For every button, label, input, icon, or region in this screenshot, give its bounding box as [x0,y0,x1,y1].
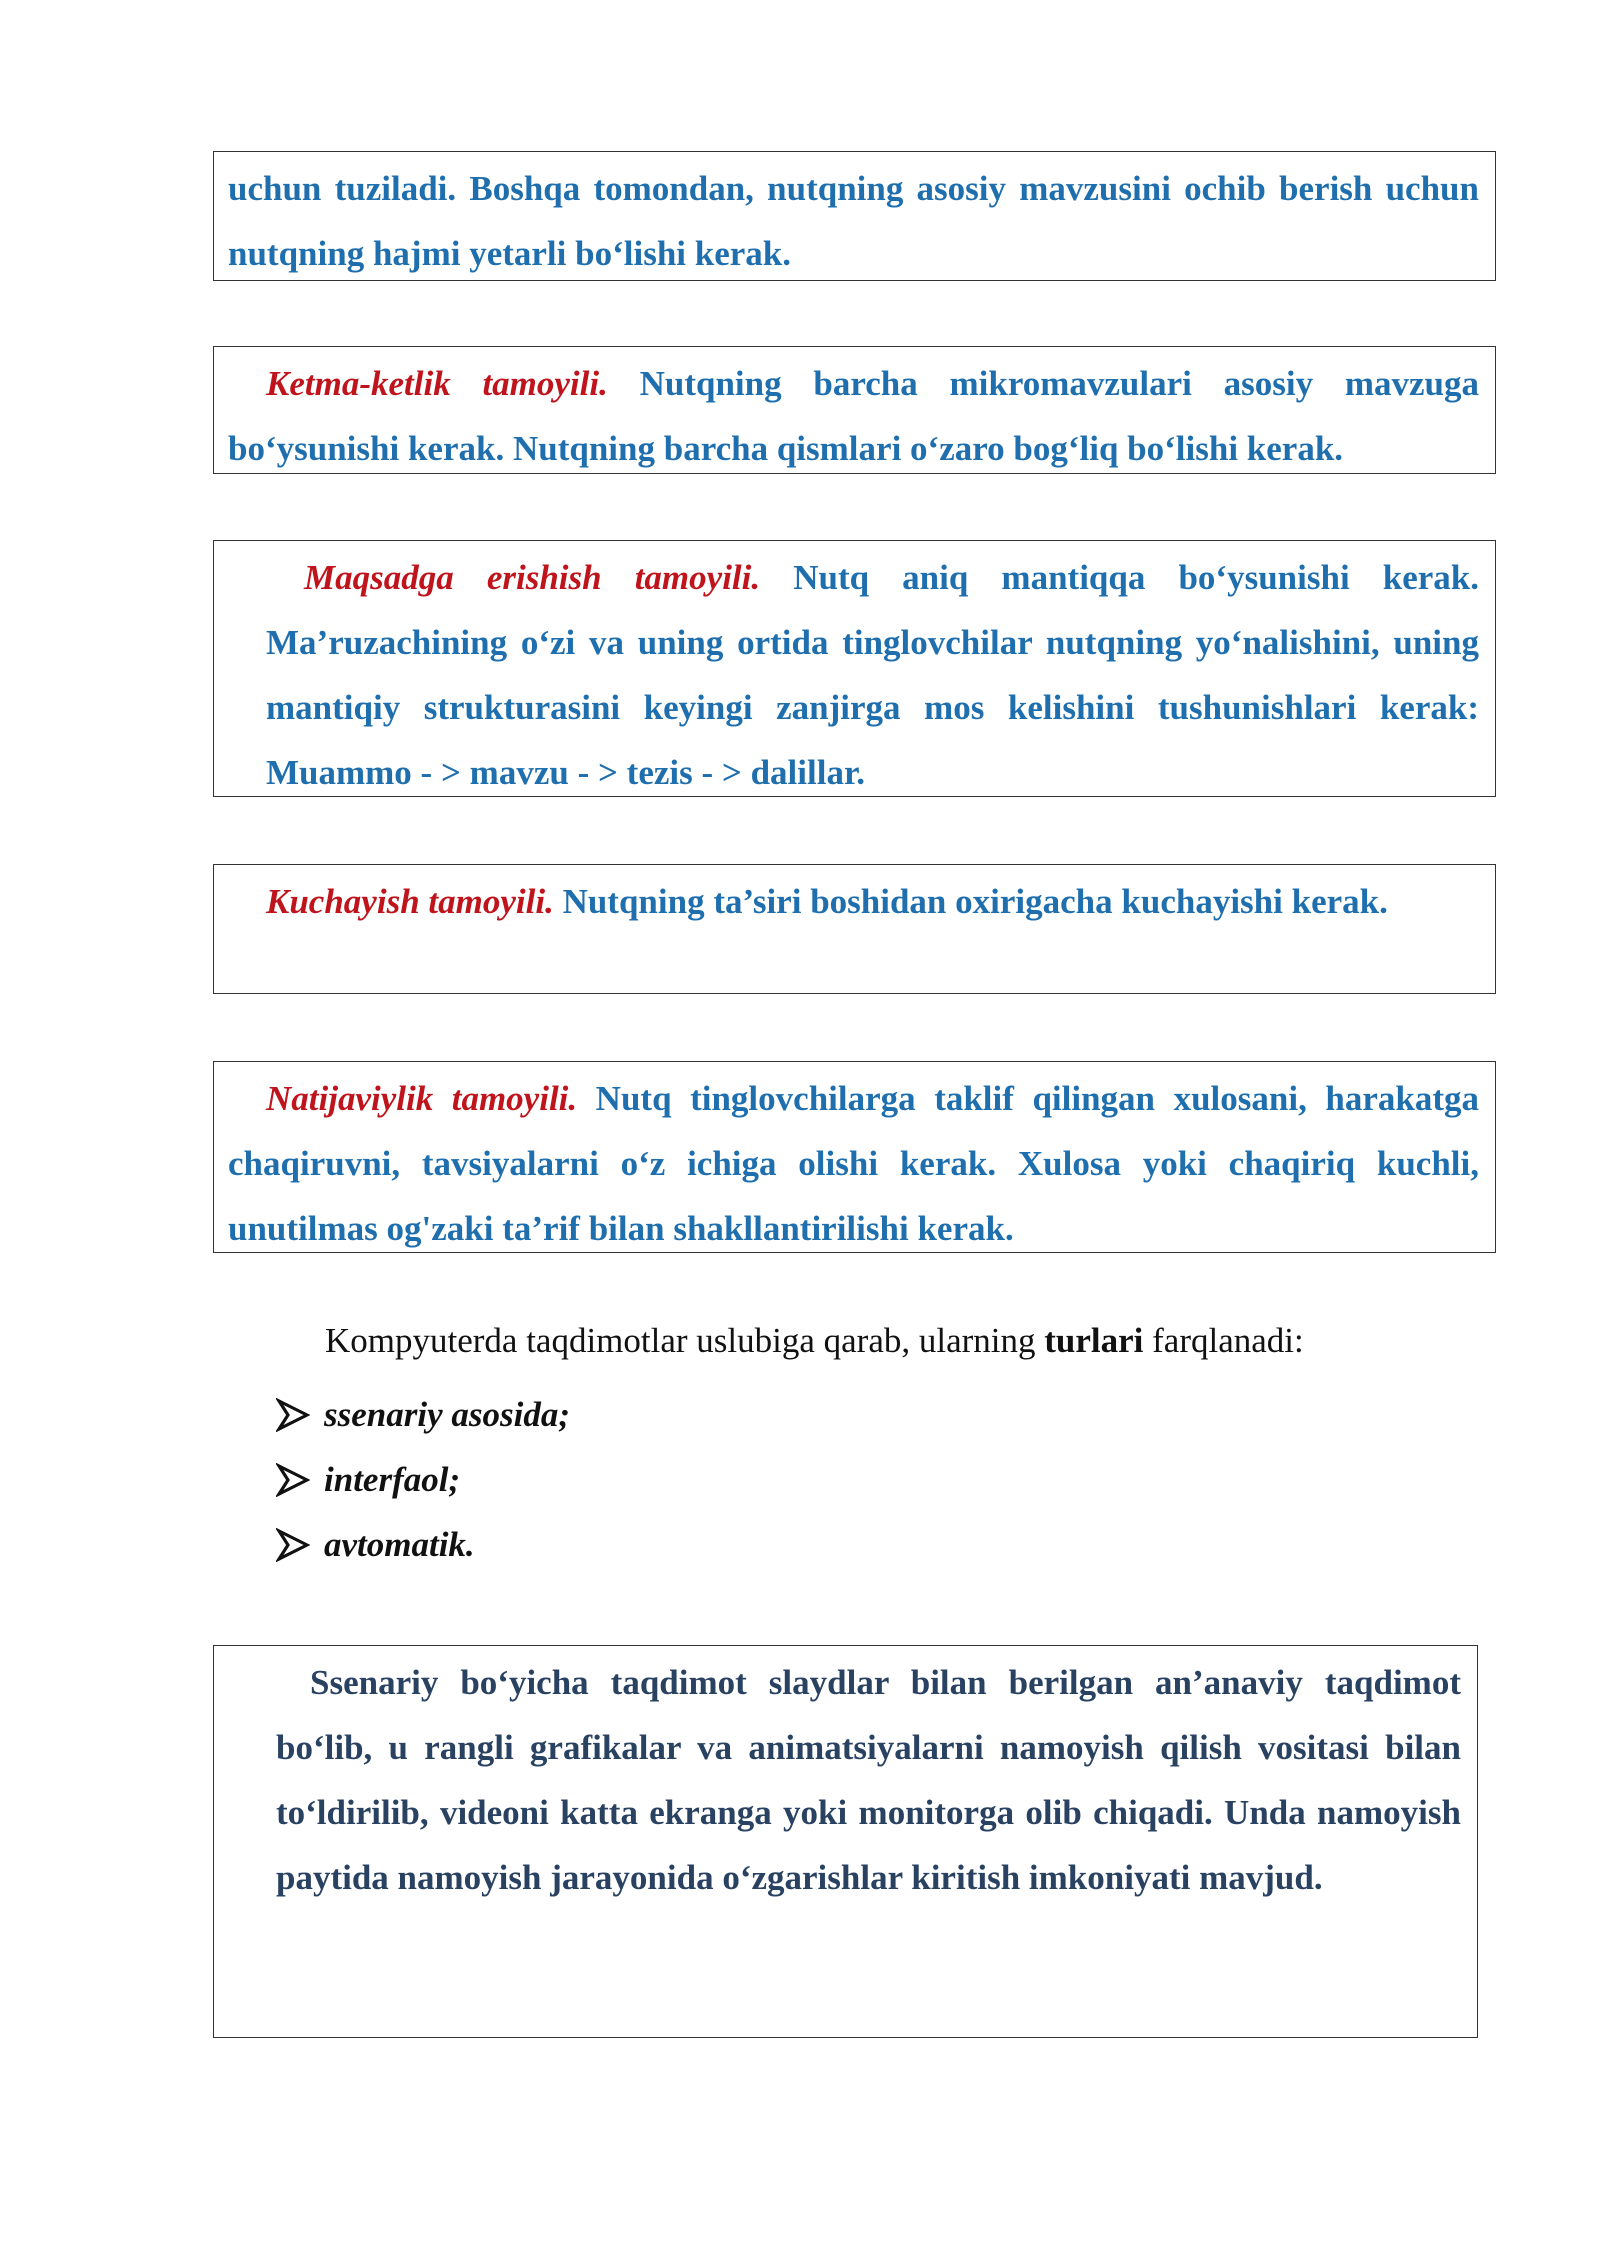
list-item-label: avtomatik. [324,1524,475,1564]
text-box-result-principle [213,1061,1496,1253]
box-paragraph [266,545,1479,805]
presentation-types-list [276,1382,570,1577]
intro-before: Kompyuterda taqdimotlar uslubiga qarab, ularning [325,1321,1045,1360]
box-body-text: Nutqning barcha mikromavzulari asosiy mavzuga bo‘ysunishi kerak. Nutqning barcha qismlari o‘zaro bog‘liq bo‘lishi kerak. [228,364,1479,468]
intro-after: farqlanadi: [1143,1321,1304,1360]
box-body-text: Nutq aniq mantiqqa bo‘ysunishi kerak. Ma’ruzachining o‘zi va uning ortida tinglovchilar nutqning yo‘nalishini, uning mantiqiy strukturasini keyingi zanjirga mos kelishini tushunishlari kerak: Muammo - > mavzu - > tezis - > dalillar. [266,558,1480,792]
list-item [276,1512,570,1577]
principle-term: Maqsadga erishish tamoyili [304,558,752,597]
principle-term: Natijaviylik tamoyili. [266,1079,578,1118]
principle-term-punct: . [751,558,761,597]
principle-term-punct: . [545,882,554,921]
text-box-goal-principle [213,540,1496,797]
list-item-label: interfaol; [324,1459,461,1499]
box-paragraph [228,869,1479,934]
list-item [276,1382,570,1447]
box-paragraph [228,1066,1479,1261]
intro-bold-word: turlari [1044,1321,1144,1360]
box-paragraph [228,351,1479,481]
arrowhead-icon [276,1463,310,1497]
text-box-continuation [213,151,1496,281]
list-item [276,1447,570,1512]
text-box-sequence-principle [213,346,1496,474]
box-body-text: Ssenariy bo‘yicha taqdimot slaydlar bilan berilgan an’anaviy taqdimot bo‘lib, u rangli grafikalar va animatsiyalarni namoyish qilish vositasi bilan to‘ldirilib, videoni katta ekranga yoki monitorga olib chiqadi. Unda namoyish paytida namoyish jarayonida o‘zgarishlar kiritish imkoniyati mavjud. [276,1663,1461,1897]
intro-sentence [325,1317,1304,1365]
principle-term: Kuchayish tamoyili [266,882,546,921]
box-body-text: uchun tuziladi. Boshqa tomondan, nutqning asosiy mavzusini ochib berish uchun nutqning hajmi yetarli bo‘lishi kerak. [228,169,1479,273]
text-box-intensification-principle [213,864,1496,994]
box-body-text: Nutqning ta’siri boshidan oxirigacha kuchayishi kerak. [553,882,1388,921]
arrowhead-icon [276,1528,310,1562]
arrowhead-icon [276,1398,310,1432]
box-body-text: Nutq tinglovchilarga taklif qilingan xulosani, harakatga chaqiruvni, tavsiyalarni o‘z ichiga olishi kerak. Xulosa yoki chaqiriq kuchli, unutilmas og'zaki ta’rif bilan shakllantirilishi kerak. [228,1079,1479,1248]
text-box-scenario-presentation [213,1645,1478,2038]
principle-term-punct: . [599,364,608,403]
box-paragraph [228,156,1479,286]
principle-term: Ketma-ketlik tamoyili [266,364,600,403]
list-item-label: ssenariy asosida; [324,1394,570,1434]
box-paragraph [276,1650,1461,1910]
